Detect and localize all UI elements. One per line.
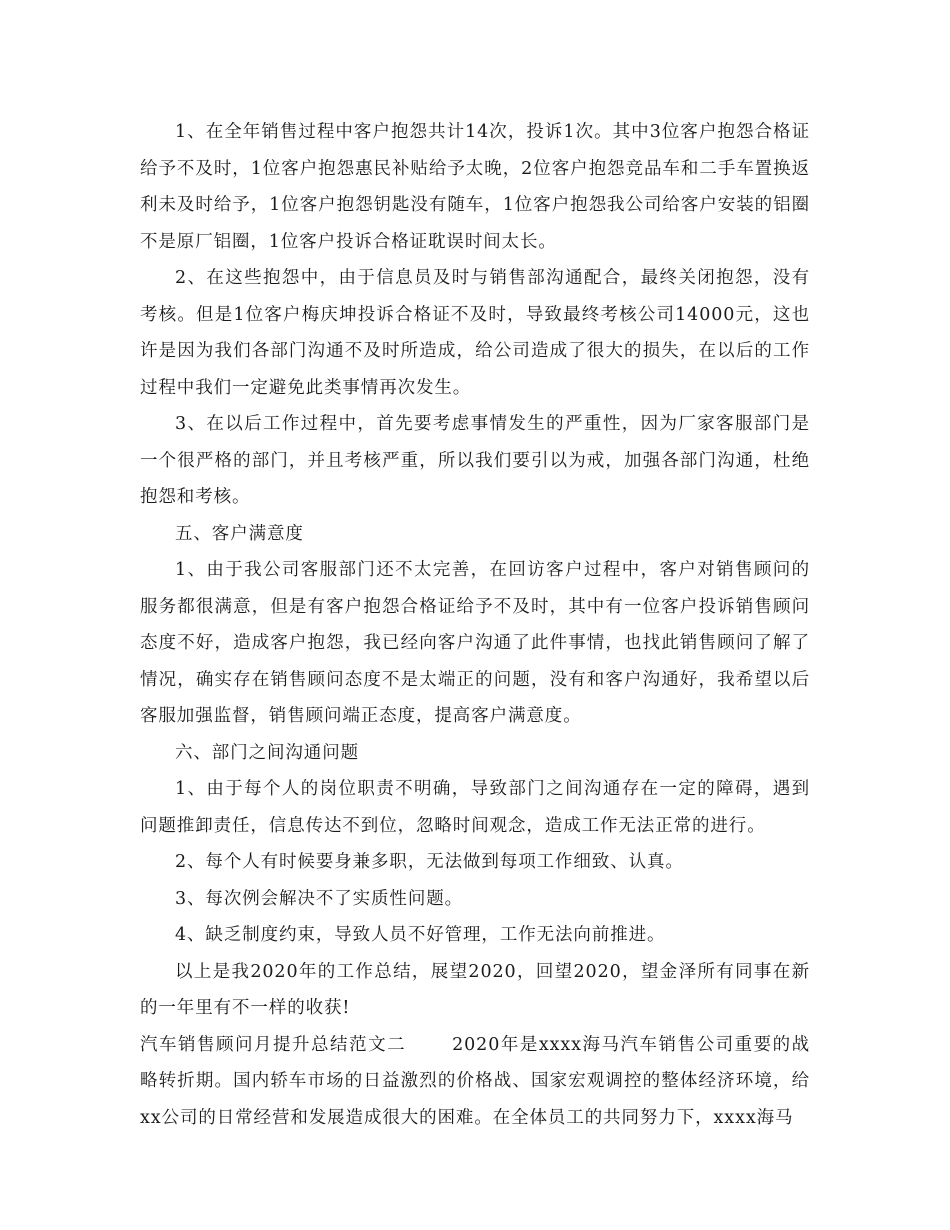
paragraph-complaints-summary: 1、在全年销售过程中客户抱怨共计14次，投诉1次。其中3位客户抱怨合格证给予不及时，1位客户抱怨惠民补贴给予太晚，2位客户抱怨竞品车和二手车置换返利未及时给予，1位客户抱怨钥匙没有随车，1位客户抱怨我公司给客户安装的铝圈不是原厂铝圈，1位客户投诉合格证耽误时间太长。 — [140, 122, 810, 252]
paragraph-communication-1: 1、由于每个人的岗位职责不明确，导致部门之间沟通存在一定的障碍，遇到问题推卸责任，信息传达不到位，忽略时间观念，造成工作无法正常的进行。 — [140, 779, 810, 836]
closing-heading: 汽车销售顾问月提升总结范文二 — [140, 1034, 407, 1055]
section-heading-communication: 六、部门之间沟通问题 — [175, 742, 359, 763]
closing-body: 2020年是xxxx海马汽车销售公司重要的战略转折期。国内轿车市场的日益激烈的价格战、国家宏观调控的整体经济环境，给xx公司的日常经营和发展造成很大的困难。在全体员工的共同努力下，xxxx海马 — [140, 1034, 810, 1128]
document-body — [140, 114, 810, 1136]
paragraph-communication-4: 4、缺乏制度约束，导致人员不好管理，工作无法向前推进。 — [175, 925, 666, 945]
section-heading-satisfaction: 五、客户满意度 — [175, 523, 304, 544]
paragraph-complaints-lessons: 3、在以后工作过程中，首先要考虑事情发生的严重性，因为厂家客服部门是一个很严格的部门，并且考核严重，所以我们要引以为戒，加强各部门沟通，杜绝抱怨和考核。 — [140, 414, 810, 507]
paragraph-complaints-handling: 2、在这些抱怨中，由于信息员及时与销售部沟通配合，最终关闭抱怨，没有考核。但是1位客户梅庆坤投诉合格证不及时，导致最终考核公司14000元，这也许是因为我们各部门沟通不及时所造成，给公司造成了很大的损失，在以后的工作过程中我们一定避免此类事情再次发生。 — [140, 268, 810, 398]
paragraph-closing — [140, 1027, 810, 1137]
paragraph-communication-2: 2、每个人有时候要身兼多职，无法做到每项工作细致、认真。 — [175, 852, 684, 872]
paragraph-satisfaction: 1、由于我公司客服部门还不太完善，在回访客户过程中，客户对销售顾问的服务都很满意，但是有客户抱怨合格证给予不及时，其中有一位客户投诉销售顾问态度不好，造成客户抱怨，我已经向客户沟通了此件事情，也找此销售顾问了解了情况，确实存在销售顾问态度不是太端正的问题，没有和客户沟通好，我希望以后客服加强监督，销售顾问端正态度，提高客户满意度。 — [140, 560, 810, 726]
paragraph-communication-3: 3、每次例会解决不了实质性问题。 — [175, 888, 464, 909]
paragraph-conclusion: 以上是我2020年的工作总结，展望2020，回望2020，望金泽所有同事在新的一年里有不一样的收获! — [140, 961, 810, 1018]
